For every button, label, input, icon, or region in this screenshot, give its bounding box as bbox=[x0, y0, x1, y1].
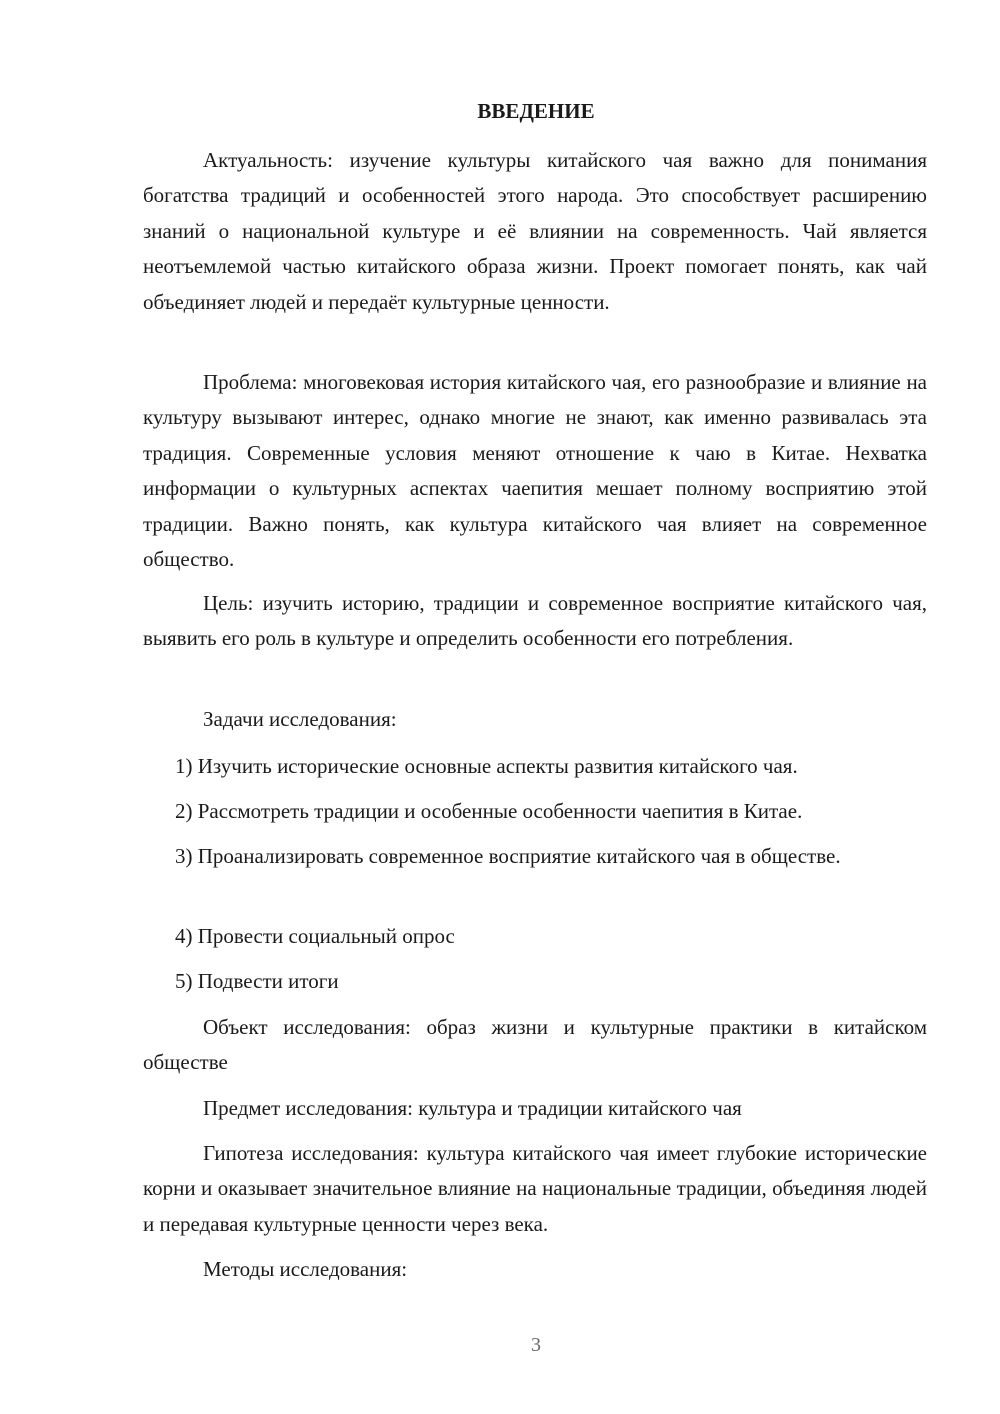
task-item-2: 2) Рассмотреть традиции и особенные особенности чаепития в Китае. bbox=[175, 799, 803, 823]
section-title: ВВЕДЕНИЕ bbox=[477, 99, 595, 123]
hypothesis-paragraph: Гипотеза исследования: культура китайского чая имеет глубокие исторические корни и оказывает значительное влияние на национальные традиции, объединяя людей и передавая культурные ценности через века. bbox=[143, 1141, 927, 1236]
task-item-4: 4) Провести социальный опрос bbox=[175, 924, 455, 948]
tasks-heading: Задачи исследования: bbox=[203, 707, 397, 731]
task-item-1: 1) Изучить исторические основные аспекты развития китайского чая. bbox=[175, 754, 798, 778]
object-paragraph: Объект исследования: образ жизни и культурные практики в китайском обществе bbox=[143, 1015, 927, 1075]
methods-heading: Методы исследования: bbox=[203, 1257, 408, 1281]
subject-paragraph: Предмет исследования: культура и традиции китайского чая bbox=[203, 1096, 742, 1120]
task-item-3: 3) Проанализировать современное восприятие китайского чая в обществе. bbox=[175, 844, 841, 868]
goal-paragraph: Цель: изучить историю, традиции и современное восприятие китайского чая, выявить его роль в культуре и определить особенности его потребления. bbox=[143, 591, 927, 651]
relevance-paragraph: Актуальность: изучение культуры китайского чая важно для понимания богатства традиций и особенностей этого народа. Это способствует расширению знаний о национальной культуре и её влиянии на современность. Чай является неотъемлемой частью китайского образа жизни. Проект помогает понять, как чай объединяет людей и передаёт культурные ценности. bbox=[143, 148, 927, 314]
task-item-5: 5) Подвести итоги bbox=[175, 969, 339, 993]
page-number: 3 bbox=[531, 1334, 541, 1356]
problem-paragraph: Проблема: многовековая история китайского чая, его разнообразие и влияние на культуру вызывают интерес, однако многие не знают, как именно развивалась эта традиция. Современные условия меняют отношение к чаю в Китае. Нехватка информации о культурных аспектах чаепития мешает полному восприятию этой традиции. Важно понять, как культура китайского чая влияет на современное общество. bbox=[143, 370, 927, 572]
